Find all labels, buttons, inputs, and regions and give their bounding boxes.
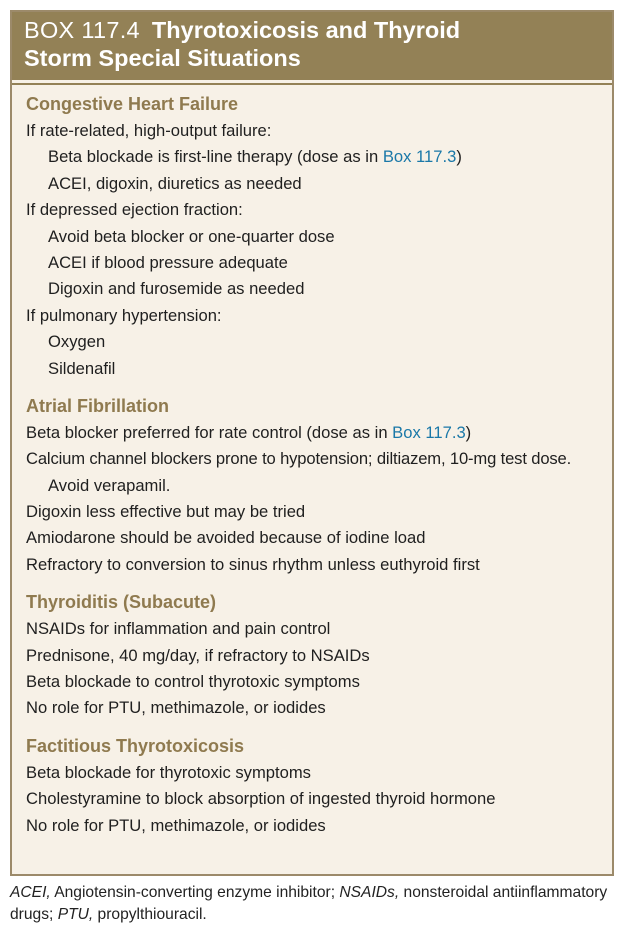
item-text: ) [465, 422, 472, 442]
list-item: No role for PTU, methimazole, or iodides [26, 698, 326, 718]
list-item [26, 144, 606, 170]
list-item: ACEI if blood pressure adequate [48, 252, 288, 272]
list-item: Prednisone, 40 mg/day, if refractory to NSAIDs [26, 645, 370, 665]
list-item: Avoid beta blocker or one-quarter dose [48, 226, 335, 246]
section-congestive-heart-failure [26, 90, 606, 382]
box-title-line-1: Thyrotoxicosis and Thyroid [151, 17, 461, 43]
section-gap [26, 722, 606, 732]
item-text-continued: Avoid verapamil. [48, 475, 171, 495]
list-item: Digoxin less effective but may be tried [26, 502, 306, 522]
item-text: Calcium channel blockers prone to hypotension; diltiazem, 10-mg test dose. [26, 449, 572, 469]
abbr-nsaids: NSAIDs, [339, 884, 400, 901]
list-item: Refractory to conversion to sinus rhythm unless euthyroid first [26, 554, 480, 574]
item-text: ) [456, 147, 462, 167]
box-ref-link[interactable]: Box 117.3 [382, 147, 457, 167]
section-title: Atrial Fibrillation [26, 395, 170, 416]
list-item [26, 420, 606, 446]
section-title: Thyroiditis (Subacute) [26, 592, 217, 613]
list-item: NSAIDs for inflammation and pain control [26, 619, 331, 639]
section-atrial-fibrillation [26, 392, 606, 578]
list-item [26, 446, 606, 472]
box-header [12, 12, 612, 80]
box-ref-link[interactable]: Box 117.3 [392, 422, 466, 442]
list-item: Beta blockade to control thyrotoxic symptoms [26, 672, 360, 692]
abbr-acei: ACEI, [10, 884, 51, 901]
info-box [10, 10, 614, 876]
list-item: No role for PTU, methimazole, or iodides [26, 815, 326, 835]
section-thyroiditis [26, 588, 606, 722]
section-gap [26, 382, 606, 392]
abbreviations-footnote [10, 882, 616, 926]
item-text: Beta blockade is first-line therapy (dose as in [48, 147, 383, 167]
list-item: Oxygen [48, 332, 106, 352]
header-divider [12, 83, 612, 85]
box-content [26, 90, 606, 839]
list-item: If rate-related, high-output failure: [26, 121, 272, 140]
box-number: BOX 117.4 [24, 17, 140, 43]
abbr-ptu: PTU, [57, 906, 94, 923]
list-item: Amiodarone should be avoided because of iodine load [26, 528, 426, 548]
list-item: Beta blockade for thyrotoxic symptoms [26, 762, 311, 782]
section-gap [26, 578, 606, 588]
def-nsaids: nonsteroidal antiinflammatory drugs; [10, 884, 608, 923]
list-item: Sildenafil [48, 358, 116, 378]
box-title-line-2: Storm Special Situations [24, 45, 301, 71]
header-line-1 [24, 16, 598, 44]
list-item: If depressed ejection fraction: [26, 200, 243, 220]
def-ptu: propylthiouracil. [93, 906, 207, 923]
list-item: ACEI, digoxin, diuretics as needed [48, 173, 302, 193]
def-acei: Angiotensin-converting enzyme inhibitor; [50, 884, 340, 901]
section-factitious-thyrotoxicosis [26, 732, 606, 839]
item-text: Beta blocker preferred for rate control (dose as in [26, 422, 393, 442]
list-item: If pulmonary hypertension: [26, 305, 222, 325]
list-item: Cholestyramine to block absorption of ingested thyroid hormone [26, 789, 496, 809]
section-title: Factitious Thyrotoxicosis [26, 735, 245, 756]
list-item: Digoxin and furosemide as needed [48, 279, 305, 299]
section-title: Congestive Heart Failure [26, 94, 239, 114]
